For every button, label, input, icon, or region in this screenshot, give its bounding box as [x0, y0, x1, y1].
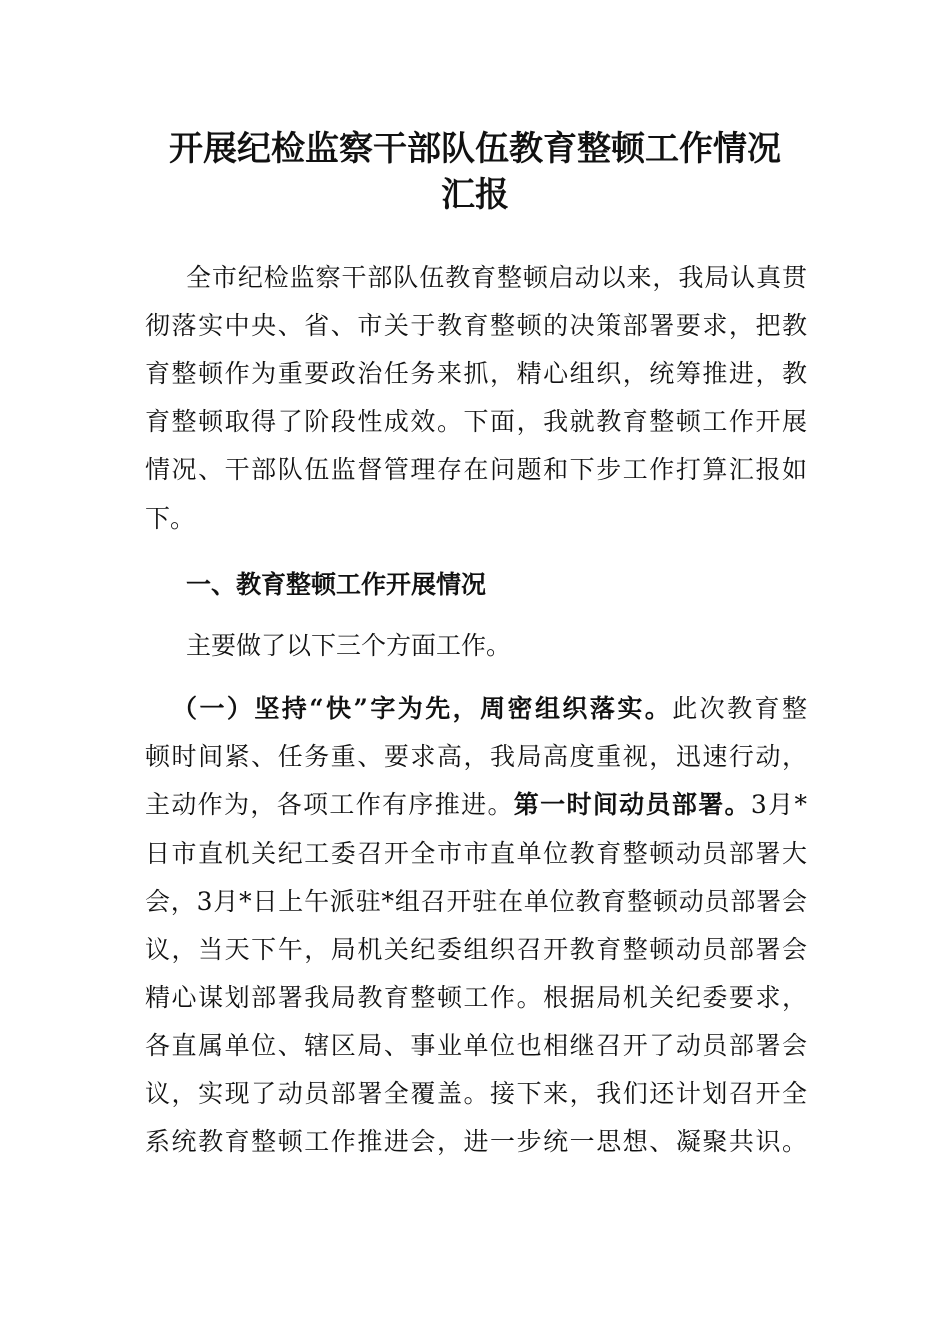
document-title-continued: 汇报 — [441, 175, 509, 215]
body-text: 3月* — [750, 790, 807, 819]
intro-line: 育整顿取得了阶段性成效。下面，我就教育整顿工作开展 — [145, 407, 807, 436]
body-line: 会，3月*日上午派驻*组召开驻在单位教育整顿动员部署会 — [145, 887, 807, 916]
section-lead: 主要做了以下三个方面工作。 — [186, 631, 512, 660]
intro-line: 彻落实中央、省、市关于教育整顿的决策部署要求，把教 — [145, 311, 807, 340]
body-line: 精心谋划部署我局教育整顿工作。根据局机关纪委要求， — [145, 983, 807, 1012]
body-line: 各直属单位、辖区局、事业单位也相继召开了动员部署会 — [145, 1031, 807, 1060]
body-line — [145, 789, 807, 821]
intro-line: 情况、干部队伍监督管理存在问题和下步工作打算汇报如 — [145, 455, 807, 484]
inline-heading: 第一时间动员部署。 — [513, 790, 751, 819]
section-heading: 一、教育整顿工作开展情况 — [186, 570, 487, 599]
intro-line: 育整顿作为重要政治任务来抓，精心组织，统筹推进，教 — [145, 359, 807, 388]
subsection-line — [172, 693, 807, 725]
intro-line: 下。 — [145, 504, 196, 533]
body-line: 顿时间紧、任务重、要求高，我局高度重视，迅速行动， — [145, 742, 807, 771]
document-title: 开展纪检监察干部队伍教育整顿工作情况 — [169, 129, 781, 169]
body-text: 主动作为，各项工作有序推进。 — [145, 790, 514, 819]
body-line: 议，实现了动员部署全覆盖。接下来，我们还计划召开全 — [145, 1079, 807, 1108]
body-line: 议，当天下午，局机关纪委组织召开教育整顿动员部署会 — [145, 935, 807, 964]
body-line: 日市直机关纪工委召开全市市直单位教育整顿动员部署大 — [145, 839, 807, 868]
body-line: 系统教育整顿工作推进会，进一步统一思想、凝聚共识。 — [145, 1127, 807, 1156]
intro-line: 全市纪检监察干部队伍教育整顿启动以来，我局认真贯 — [186, 263, 807, 292]
subsection-heading: （一）坚持“快”字为先，周密组织落实。 — [172, 694, 673, 723]
subsection-text: 此次教育整 — [672, 694, 807, 723]
